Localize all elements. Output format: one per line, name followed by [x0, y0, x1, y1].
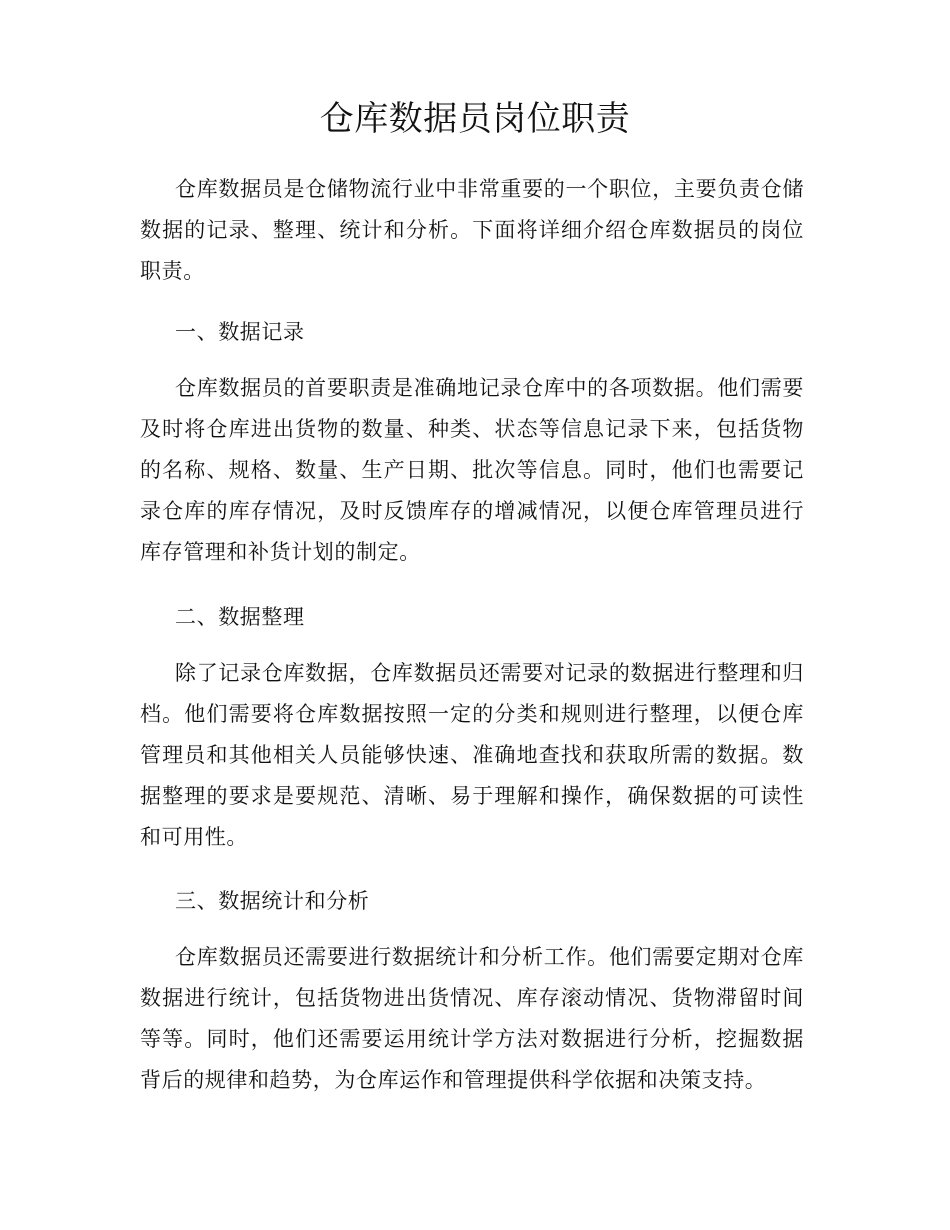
section-body-data-recording: 仓库数据员的首要职责是准确地记录仓库中的各项数据。他们需要及时将仓库进出货物的数量、种类、状态等信息记录下来，包括货物的名称、规格、数量、生产日期、批次等信息。同时，他们也需要记录仓库的库存情况，及时反馈库存的增减情况，以便仓库管理员进行库存管理和补货计划的制定。 — [140, 376, 804, 564]
page-title: 仓库数据员岗位职责 — [319, 99, 631, 139]
section-body-data-organizing: 除了记录仓库数据，仓库数据员还需要对记录的数据进行整理和归档。他们需要将仓库数据按照一定的分类和规则进行整理，以便仓库管理员和其他相关人员能够快速、准确地查找和获取所需的数据。数据整理的要求是要规范、清晰、易于理解和操作，确保数据的可读性和可用性。 — [140, 661, 804, 849]
intro-paragraph: 仓库数据员是仓储物流行业中非常重要的一个职位，主要负责仓储数据的记录、整理、统计和分析。下面将详细介绍仓库数据员的岗位职责。 — [140, 177, 804, 283]
section-heading-data-recording: 一、数据记录 — [175, 320, 305, 344]
section-heading-data-statistics-analysis: 三、数据统计和分析 — [175, 889, 370, 913]
section-body-data-statistics-analysis: 仓库数据员还需要进行数据统计和分析工作。他们需要定期对仓库数据进行统计，包括货物进出货情况、库存滚动情况、货物滞留时间等等。同时，他们还需要运用统计学方法对数据进行分析，挖掘数据背后的规律和趋势，为仓库运作和管理提供科学依据和决策支持。 — [140, 945, 804, 1092]
section-heading-data-organizing: 二、数据整理 — [175, 605, 305, 629]
